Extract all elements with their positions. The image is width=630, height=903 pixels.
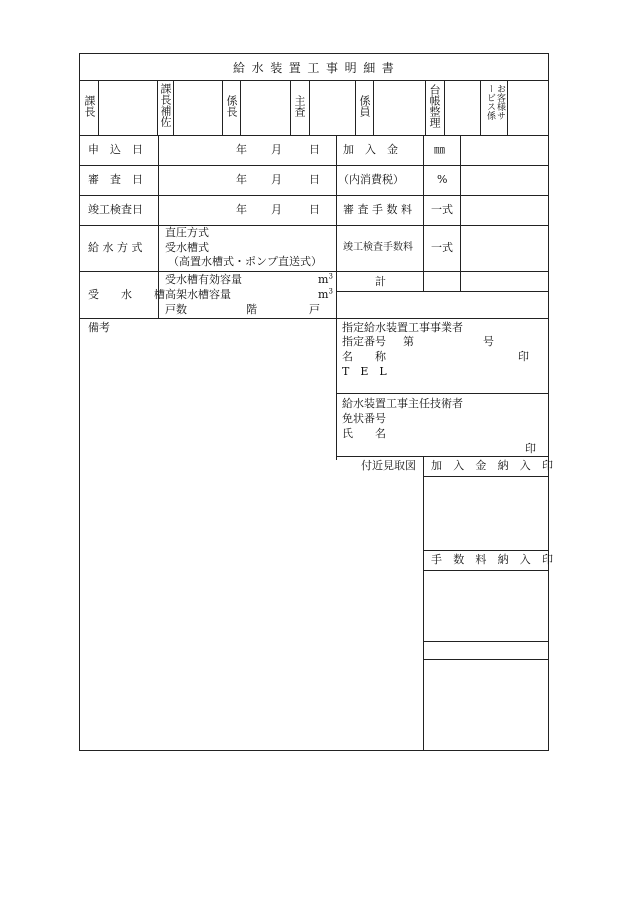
- label-daicho-seiri: 台帳整理: [428, 84, 441, 128]
- label-kai: 階: [246, 303, 257, 316]
- rule: [423, 550, 548, 551]
- date-month-2: 月: [271, 173, 282, 186]
- label-jusuiso-yuko: 受水槽有効容量: [165, 273, 242, 286]
- label-menkyo-bango: 免状番号: [342, 412, 386, 425]
- label-biko: 備考: [88, 321, 110, 334]
- label-go: 号: [483, 335, 494, 348]
- rule: [80, 318, 548, 319]
- label-tel: T E L: [342, 365, 387, 378]
- label-isshiki-2: 一式: [431, 241, 453, 254]
- rule: [373, 80, 374, 135]
- construction-detail-form: [79, 53, 557, 751]
- rule: [423, 570, 548, 571]
- label-shitei-jigyosha: 指定給水装置工事事業者: [342, 321, 463, 334]
- rule: [507, 80, 508, 135]
- label-isshiki-1: 一式: [431, 203, 453, 216]
- label-jusuiso: 受 水 槽: [88, 288, 165, 301]
- label-tesuryo-nonyu-in: 手 数 料 納 入 印: [431, 553, 557, 566]
- unit-m3-1: $m^3$: [318, 272, 333, 286]
- rule: [80, 195, 548, 196]
- rule: [290, 80, 291, 135]
- hoshiki-tank: 受水槽式: [165, 241, 209, 254]
- label-kacho: 課長: [83, 95, 96, 117]
- label-kosu: 戸数: [165, 303, 187, 316]
- seal-mark-1: 印: [518, 350, 529, 363]
- label-kyusui-hoshiki: 給 水 方 式: [88, 241, 143, 254]
- label-shimei: 氏 名: [342, 427, 386, 440]
- unit-mm: ㎜: [434, 143, 445, 156]
- rule: [444, 80, 445, 135]
- rule: [98, 80, 99, 135]
- label-kanyukin: 加 入 金: [343, 143, 398, 156]
- rule: [80, 271, 548, 272]
- rule: [336, 135, 337, 460]
- rule: [157, 80, 158, 135]
- label-moshikomi-bi: 申 込 日: [88, 143, 143, 156]
- label-shunko-kensa-bi: 竣工検査日: [88, 203, 143, 216]
- date-day-3: 日: [309, 203, 320, 216]
- rule: [480, 80, 481, 135]
- label-kanyukin-nonyu-in: 加 入 金 納 入 印: [431, 459, 557, 472]
- rule: [80, 225, 548, 226]
- date-day-2: 日: [309, 173, 320, 186]
- label-shunin-gijutsusha: 給水装置工事主任技術者: [342, 397, 463, 410]
- hoshiki-sub: （高置水槽式・ポンプ直送式）: [168, 255, 322, 268]
- rule: [222, 80, 223, 135]
- date-year-3: 年: [236, 203, 247, 216]
- label-kakaricho: 係長: [225, 95, 238, 117]
- label-shinsa-tesuryo: 審 査 手 数 料: [343, 203, 412, 216]
- label-fukin-mitorizu: 付近見取図: [361, 459, 416, 472]
- label-kacho-hosa: 課長補佐: [159, 83, 172, 127]
- label-shitei-bango: 指定番号: [342, 335, 386, 348]
- rule: [355, 80, 356, 135]
- label-dai: 第: [403, 335, 414, 348]
- label-shinsa-bi: 審 査 日: [88, 173, 143, 186]
- unit-percent: %: [437, 173, 448, 186]
- date-month-1: 月: [271, 143, 282, 156]
- label-kei: 計: [375, 275, 386, 288]
- rule: [80, 80, 548, 81]
- rule: [336, 291, 548, 292]
- rule: [423, 476, 548, 477]
- rule: [423, 456, 424, 751]
- rule: [425, 80, 426, 135]
- label-shusa: 主査: [293, 95, 306, 117]
- label-ko: 戸: [309, 303, 320, 316]
- rule: [309, 80, 310, 135]
- rule: [173, 80, 174, 135]
- unit-m3-2: $m^3$: [318, 287, 333, 301]
- date-day-1: 日: [309, 143, 320, 156]
- rule: [460, 135, 461, 291]
- hoshiki-direct: 直圧方式: [165, 226, 209, 239]
- rule: [240, 80, 241, 135]
- label-meisho: 名 称: [342, 350, 386, 363]
- rule: [423, 641, 548, 642]
- label-kakariin: 係員: [358, 95, 371, 117]
- date-year-1: 年: [236, 143, 247, 156]
- rule: [80, 135, 548, 136]
- label-uchi-shohizei: （内消費税）: [338, 173, 404, 186]
- rule: [423, 135, 424, 291]
- form-title: 給水装置工事明細書: [233, 61, 401, 75]
- rule: [336, 393, 548, 394]
- label-service-kakari: お客様サービス係: [485, 84, 505, 120]
- label-kouka-suiso: 高架水槽容量: [165, 288, 231, 301]
- rule: [80, 165, 548, 166]
- seal-mark-2: 印: [525, 442, 536, 455]
- rule: [336, 456, 548, 457]
- date-year-2: 年: [236, 173, 247, 186]
- date-month-3: 月: [271, 203, 282, 216]
- rule: [423, 659, 548, 660]
- label-shunko-kensa-tesuryo: 竣工検査手数料: [343, 242, 413, 253]
